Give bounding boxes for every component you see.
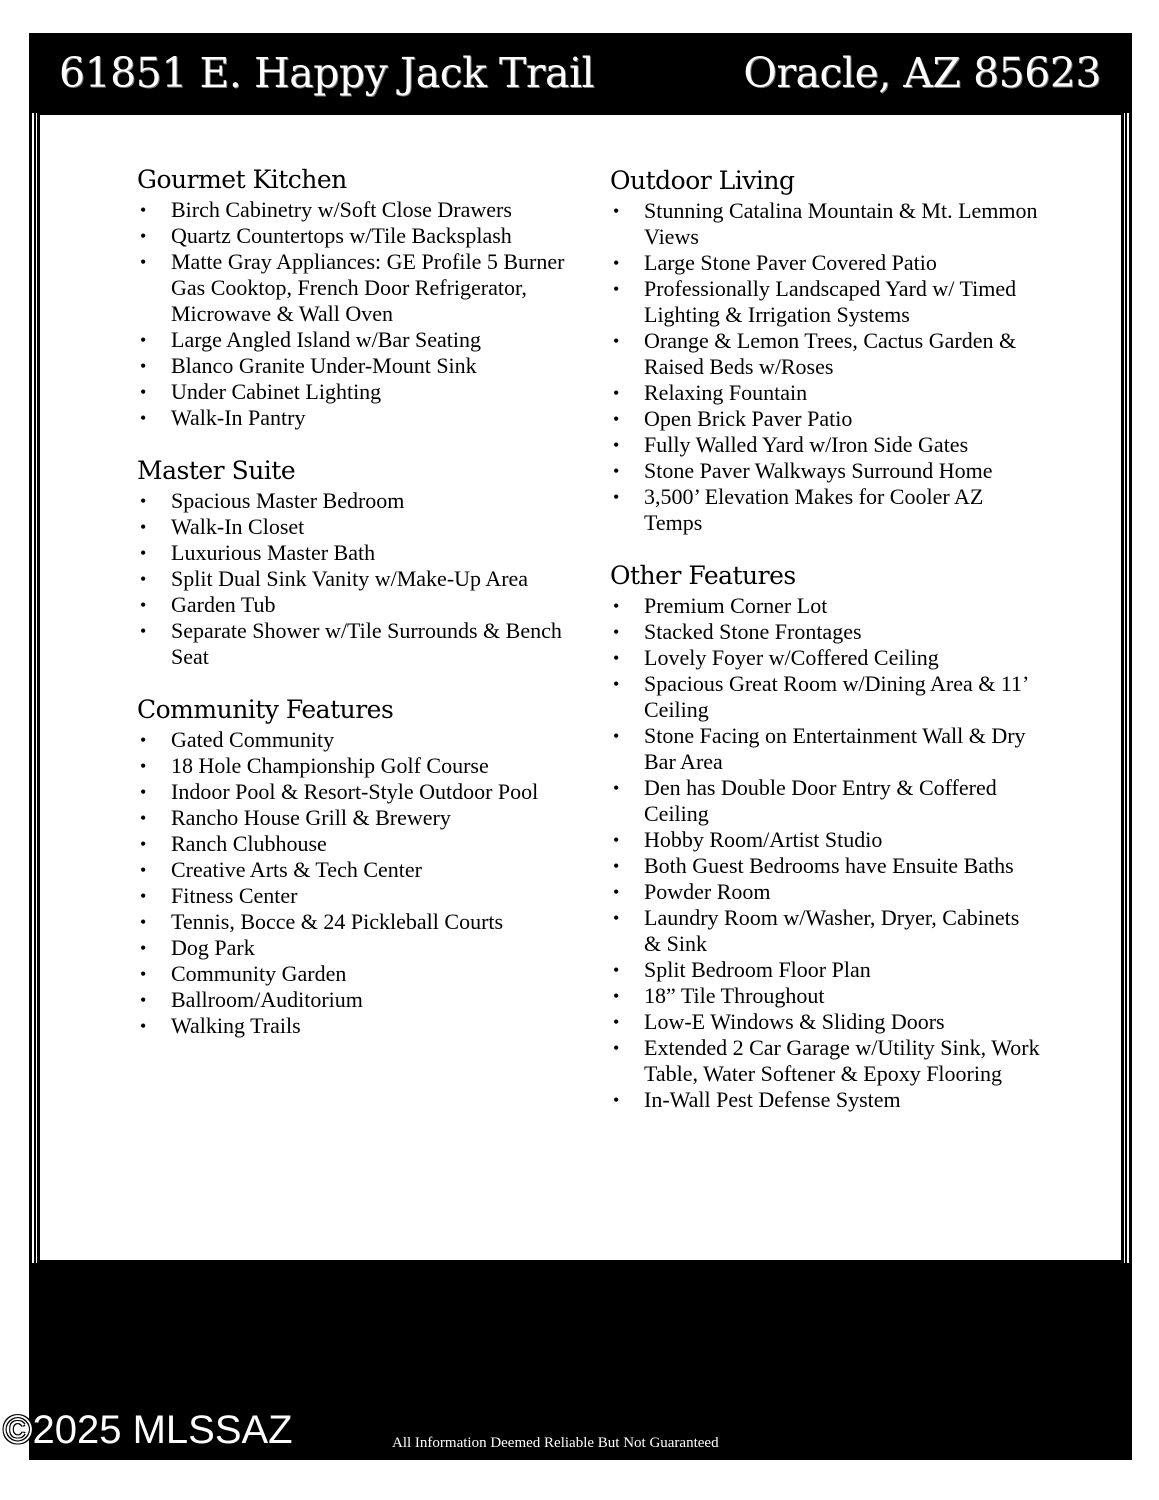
list-item: • Relaxing Fountain <box>610 380 1040 406</box>
list-item: • Laundry Room w/Washer, Dryer, Cabinets & Sink <box>610 905 1040 957</box>
list-item: • Indoor Pool & Resort-Style Outdoor Pool <box>137 779 567 805</box>
list-item: • Professionally Landscaped Yard w/ Timed Lighting & Irrigation Systems <box>610 276 1040 328</box>
feature-section <box>137 456 567 670</box>
list-item: • Fitness Center <box>137 883 567 909</box>
list-item: • Stone Paver Walkways Surround Home <box>610 458 1040 484</box>
list-item: • Large Angled Island w/Bar Seating <box>137 327 567 353</box>
list-item: • Ballroom/Auditorium <box>137 987 567 1013</box>
feature-section <box>137 165 567 431</box>
border-line-right-outer <box>1127 113 1129 1263</box>
border-line-left-inner <box>36 113 37 1263</box>
feature-list <box>137 727 567 1039</box>
list-item: • 3,500’ Elevation Makes for Cooler AZ Temps <box>610 484 1040 536</box>
list-item: • Dog Park <box>137 935 567 961</box>
feature-list <box>610 198 1040 536</box>
feature-list <box>137 197 567 431</box>
feature-section <box>137 695 567 1039</box>
list-item: • Large Stone Paver Covered Patio <box>610 250 1040 276</box>
section-title: Gourmet Kitchen <box>137 165 347 194</box>
list-item: • Open Brick Paver Patio <box>610 406 1040 432</box>
list-item: • Stacked Stone Frontages <box>610 619 1040 645</box>
list-item: • Low-E Windows & Sliding Doors <box>610 1009 1040 1035</box>
list-item: • Split Bedroom Floor Plan <box>610 957 1040 983</box>
list-item: • 18” Tile Throughout <box>610 983 1040 1009</box>
list-item: • Both Guest Bedrooms have Ensuite Baths <box>610 853 1040 879</box>
list-item: • Tennis, Bocce & 24 Pickleball Courts <box>137 909 567 935</box>
list-item: • Ranch Clubhouse <box>137 831 567 857</box>
list-item: • Garden Tub <box>137 592 567 618</box>
list-item: • Gated Community <box>137 727 567 753</box>
feature-list <box>137 488 567 670</box>
section-title: Other Features <box>610 561 796 590</box>
property-address: 61851 E. Happy Jack Trail <box>59 49 595 97</box>
list-item: • Stone Facing on Entertainment Wall & Dry Bar Area <box>610 723 1040 775</box>
border-line-right-inner <box>1124 113 1125 1263</box>
feature-list <box>610 593 1040 1113</box>
list-item: • Creative Arts & Tech Center <box>137 857 567 883</box>
list-item: • Premium Corner Lot <box>610 593 1040 619</box>
list-item: • Stunning Catalina Mountain & Mt. Lemmon Views <box>610 198 1040 250</box>
list-item: • Lovely Foyer w/Coffered Ceiling <box>610 645 1040 671</box>
list-item: • Extended 2 Car Garage w/Utility Sink, Work Table, Water Softener & Epoxy Flooring <box>610 1035 1040 1087</box>
list-item: • 18 Hole Championship Golf Course <box>137 753 567 779</box>
list-item: • Spacious Great Room w/Dining Area & 11’ Ceiling <box>610 671 1040 723</box>
list-item: • Powder Room <box>610 879 1040 905</box>
list-item: • Birch Cabinetry w/Soft Close Drawers <box>137 197 567 223</box>
list-item: • Under Cabinet Lighting <box>137 379 567 405</box>
list-item: • Fully Walled Yard w/Iron Side Gates <box>610 432 1040 458</box>
list-item: • Den has Double Door Entry & Coffered Ceiling <box>610 775 1040 827</box>
list-item: • Orange & Lemon Trees, Cactus Garden & Raised Beds w/Roses <box>610 328 1040 380</box>
feature-section <box>610 561 1040 1113</box>
copyright-watermark: ©2025 MLSSAZ <box>3 1408 293 1452</box>
list-item: • Luxurious Master Bath <box>137 540 567 566</box>
header-bar <box>29 33 1132 113</box>
list-item: • Split Dual Sink Vanity w/Make-Up Area <box>137 566 567 592</box>
list-item: • In-Wall Pest Defense System <box>610 1087 1040 1113</box>
features-content <box>40 115 1121 1260</box>
list-item: • Quartz Countertops w/Tile Backsplash <box>137 223 567 249</box>
list-item: • Spacious Master Bedroom <box>137 488 567 514</box>
list-item: • Blanco Granite Under-Mount Sink <box>137 353 567 379</box>
disclaimer-text: All Information Deemed Reliable But Not Guaranteed <box>392 1435 719 1451</box>
list-item: • Separate Shower w/Tile Surrounds & Bench Seat <box>137 618 567 670</box>
list-item: • Community Garden <box>137 961 567 987</box>
list-item: • Walking Trails <box>137 1013 567 1039</box>
list-item: • Walk-In Pantry <box>137 405 567 431</box>
list-item: • Walk-In Closet <box>137 514 567 540</box>
feature-section <box>610 166 1040 536</box>
right-column <box>610 166 1040 1138</box>
list-item: • Rancho House Grill & Brewery <box>137 805 567 831</box>
section-title: Outdoor Living <box>610 166 795 195</box>
property-city: Oracle, AZ 85623 <box>743 49 1101 97</box>
list-item: • Hobby Room/Artist Studio <box>610 827 1040 853</box>
border-line-left-outer <box>32 113 34 1263</box>
list-item: • Matte Gray Appliances: GE Profile 5 Burner Gas Cooktop, French Door Refrigerator, Microwave & Wall Oven <box>137 249 567 327</box>
left-column <box>137 165 567 1064</box>
section-title: Master Suite <box>137 456 296 485</box>
flyer-frame <box>29 33 1132 1460</box>
section-title: Community Features <box>137 695 394 724</box>
